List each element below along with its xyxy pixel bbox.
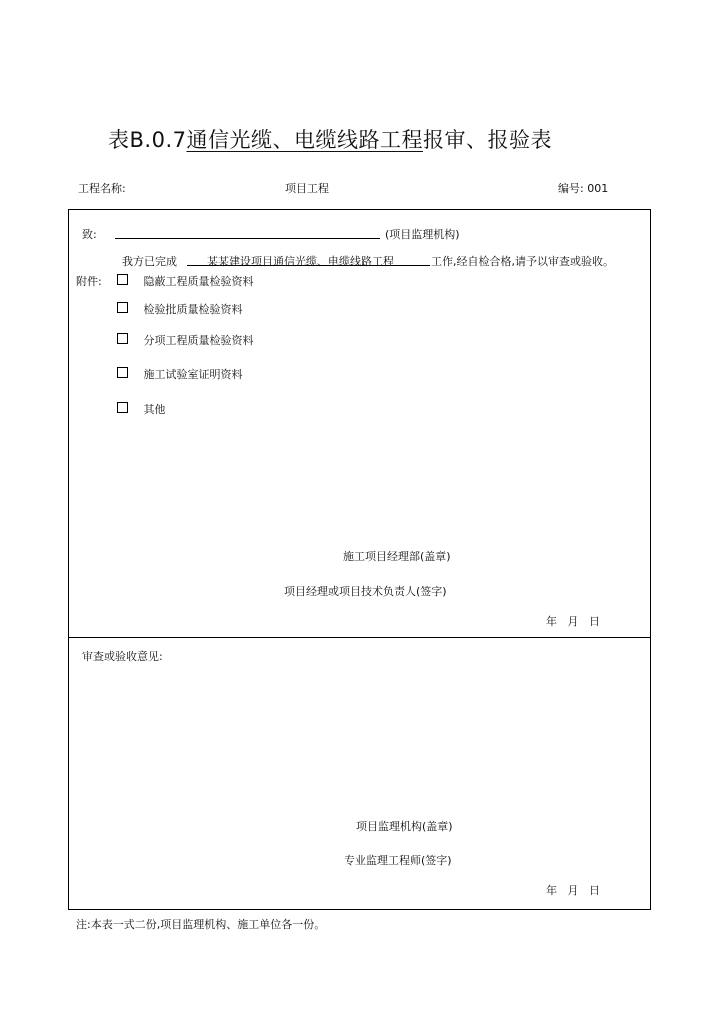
attachment-text: 检验批质量检验资料	[143, 303, 243, 316]
footer-note: 注:本表一式二份,项目监理机构、施工单位各一份。	[76, 918, 326, 931]
number-value: 001	[587, 182, 609, 195]
title-suffix: 报审、报验表	[422, 128, 552, 152]
to-blank-line	[115, 238, 380, 239]
attachment-text: 分项工程质量检验资料	[143, 334, 254, 347]
section-divider	[68, 637, 650, 638]
attachment-label: 附件:	[76, 275, 102, 288]
project-name-label: 工程名称:	[78, 182, 126, 195]
attachment-item	[117, 273, 254, 289]
form-number	[558, 180, 608, 196]
checkbox[interactable]	[117, 274, 128, 285]
title-prefix: 表B.0.7	[108, 128, 187, 152]
attachment-item	[117, 366, 243, 382]
checkbox[interactable]	[117, 302, 128, 313]
contractor-sign: 项目经理或项目技术负责人(签字)	[284, 585, 447, 598]
attachment-text: 隐蔽工程质量检验资料	[143, 275, 254, 288]
attachment-text: 施工试验室证明资料	[143, 368, 243, 381]
contractor-seal: 施工项目经理部(盖章)	[343, 550, 451, 563]
attachment-item	[117, 332, 254, 348]
date-1: 年 月 日	[546, 615, 600, 628]
title-main: 通信光缆、电缆线路工程	[186, 128, 423, 152]
completion-suffix: 工作,经自检合格,请予以审查或验收。	[431, 255, 614, 268]
checkbox[interactable]	[117, 333, 128, 344]
number-label: 编号:	[558, 182, 584, 195]
attachment-text: 其他	[143, 403, 166, 416]
date-2: 年 月 日	[546, 884, 600, 897]
attachment-item	[117, 401, 166, 417]
supervisor-seal: 项目监理机构(盖章)	[356, 820, 453, 833]
checkbox[interactable]	[117, 367, 128, 378]
supervisor-sign: 专业监理工程师(签字)	[344, 854, 452, 867]
checkbox[interactable]	[117, 402, 128, 413]
project-name-value: 项目工程	[285, 182, 329, 195]
work-name: 某某建设项目通信光缆、电缆线路工程	[207, 255, 394, 268]
supervisor-org-label: (项目监理机构)	[385, 228, 460, 241]
attachment-item	[117, 301, 243, 317]
page-title	[108, 124, 552, 154]
review-label: 审查或验收意见:	[82, 650, 163, 663]
completion-prefix: 我方已完成	[122, 255, 177, 268]
to-label: 致:	[82, 228, 97, 241]
